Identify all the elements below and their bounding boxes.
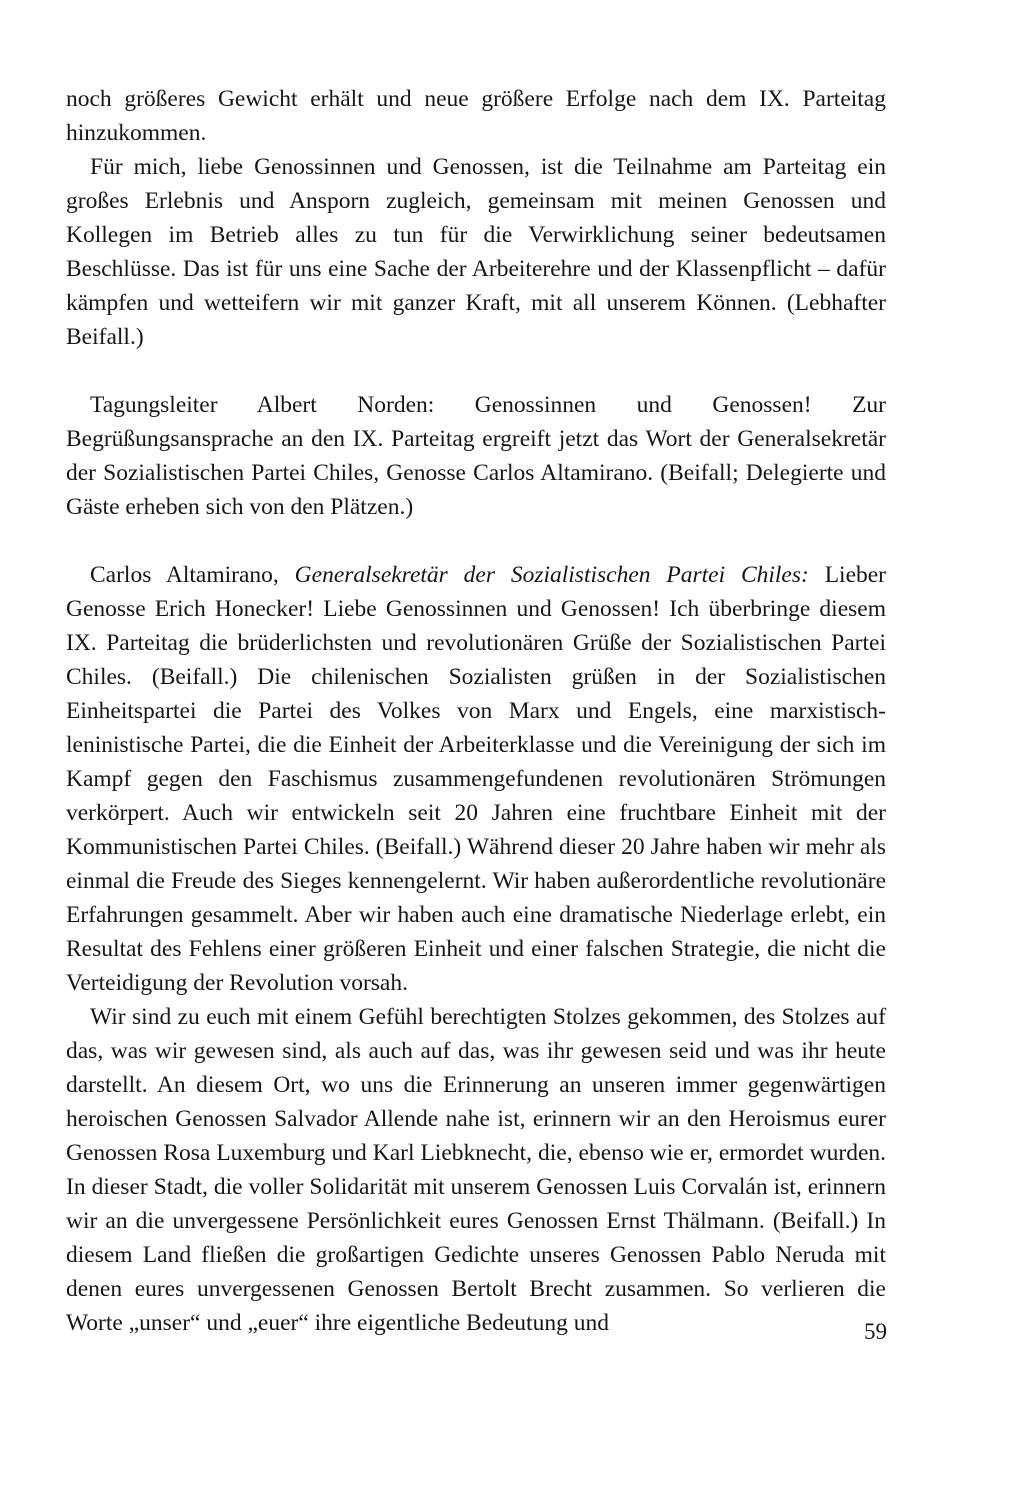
paragraph-continuation: noch größeres Gewicht erhält und neue größere Erfolge nach dem IX. Parteitag hinzukommen. bbox=[66, 86, 886, 146]
paragraph-speech-closing: Für mich, liebe Genossinnen und Genossen, ist die Teilnahme am Parteitag ein großes Erlebnis und Ansporn zugleich, gemeinsam mit meinen Genossen und Kollegen im Betrieb alles zu tun für die Verwirklichung seiner bedeutsamen Beschlüsse. Das ist für uns eine Sache der Arbeiterehre und der Klassenpflicht – dafür kämpfen und wetteifern wir mit ganzer Kraft, mit all unserem Können. (Lebhafter Beifall.) bbox=[66, 154, 886, 350]
page-number: 59 bbox=[864, 1319, 887, 1344]
body-text bbox=[66, 82, 886, 1340]
paragraph-greeting-speech bbox=[66, 558, 886, 1000]
speaker-name: Carlos Altamirano, bbox=[90, 562, 279, 588]
speech-text: Genossinnen und Genossen! Zur Begrüßungsansprache an den IX. Parteitag ergreift jetzt das Wort der Generalsekretär der Sozialistischen Partei Chiles, Genosse Carlos Altamirano. (Beifall; Delegierte und Gäste erheben sich von den Plätzen.) bbox=[66, 392, 886, 520]
speech-text: Lieber Genosse Erich Honecker! Liebe Genossinnen und Genossen! Ich überbringe diesem IX. Parteitag die brüderlichsten und revolutionären Grüße der Sozialistischen Partei Chiles. (Beifall.) Die chilenischen Sozialisten grüßen in der Sozialistischen Einheitspartei die Partei des Volkes von Marx und Engels, eine marxistisch-leninistische Partei, die die Einheit der Arbeiterklasse und die Vereinigung der sich im Kampf gegen den Faschismus zusammengefundenen revolutionären Strömungen verkörpert. Auch wir entwickeln seit 20 Jahren eine fruchtbare Einheit mit der Kommunistischen Partei Chiles. (Beifall.) Während dieser 20 Jahre haben wir mehr als einmal die Freude des Sieges kennengelernt. Wir haben außerordentliche revolutionäre Erfahrungen gesammelt. Aber wir haben auch eine dramatische Niederlage erlebt, ein Resultat des Fehlens einer größeren Einheit und einer falschen Strategie, die nicht die Verteidigung der Revolution vorsah. bbox=[66, 562, 887, 996]
paragraph-chair-announcement bbox=[66, 388, 886, 524]
speaker-role: Generalsekretär der Sozialistischen Partei Chiles: bbox=[294, 562, 809, 588]
paragraph-speech-continued: Wir sind zu euch mit einem Gefühl berechtigten Stolzes gekommen, des Stolzes auf das, was wir gewesen sind, als auch auf das, was ihr gewesen seid und was ihr heute darstellt. An diesem Ort, wo uns die Erinnerung an unseren immer gegenwärtigen heroischen Genossen Salvador Allende nahe ist, erinnern wir an den Heroismus eurer Genossen Rosa Luxemburg und Karl Liebknecht, die, ebenso wie er, ermordet wurden. In dieser Stadt, die voller Solidarität mit unserem Genossen Luis Corvalán ist, erinnern wir an die unvergessene Persönlichkeit eures Genossen Ernst Thälmann. (Beifall.) In diesem Land fließen die großartigen Gedichte unseres Genossen Pablo Neruda mit denen eures unvergessenen Genossen Bertolt Brecht zusammen. So verlieren die Worte „unser“ und „euer“ ihre eigentliche Bedeutung und bbox=[66, 1004, 886, 1336]
speaker-name: Tagungsleiter Albert Norden: bbox=[90, 392, 435, 418]
